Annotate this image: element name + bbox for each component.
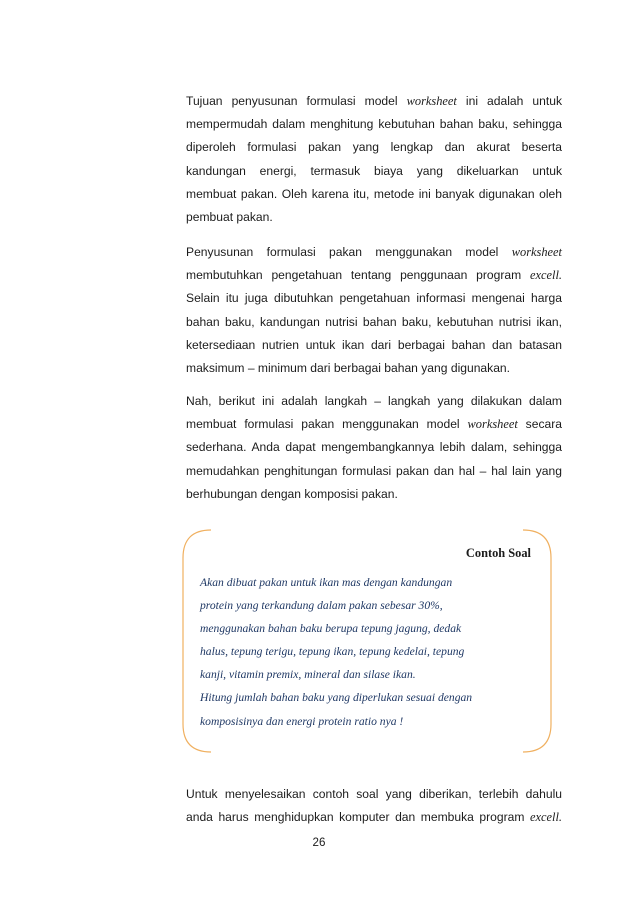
paragraph-1 [186, 90, 562, 229]
paragraph-line: pembuat pakan. [186, 210, 273, 225]
paragraph-2 [186, 241, 562, 380]
example-line: Hitung jumlah bahan baku yang diperlukan sesuai dengan [200, 691, 473, 705]
paragraph-line: Tujuan penyusunan formulasi model worksheet ini adalah untuk [186, 94, 562, 108]
paragraph-line: Nah, berikut ini adalah langkah – langkah yang dilakukan dalam [186, 394, 562, 408]
example-line: protein yang terkandung dalam pakan sebesar 30%, [200, 599, 443, 613]
paragraph-line: maksimum – minimum dari berbagai bahan yang digunakan. [186, 361, 511, 376]
example-title: Contoh Soal [465, 546, 531, 560]
paragraph-4 [186, 783, 562, 829]
example-problem-box [181, 528, 553, 754]
paragraph-line: Selain itu juga dibutuhkan pengetahuan informasi mengenai harga [186, 291, 562, 306]
example-line: Akan dibuat pakan untuk ikan mas dengan kandungan [200, 576, 453, 589]
paragraph-line: diperoleh formulasi pakan yang lengkap dan akurat beserta [186, 140, 562, 155]
paragraph-line: bahan baku, kandungan nutrisi bahan baku, kebutuhan nutrisi ikan, [186, 314, 562, 329]
example-text [200, 571, 530, 733]
example-line: menggunakan bahan baku berupa tepung jagung, dedak [200, 622, 462, 636]
paragraph-line: membutuhkan pengetahuan tentang penggunaan program excell. [186, 268, 562, 283]
example-line: komposisinya dan energi protein ratio nya ! [200, 714, 404, 728]
paragraph-line: ketersediaan nutrien untuk ikan dari berbagai bahan dan batasan [186, 337, 562, 352]
paragraph-line: Untuk menyelesaikan contoh soal yang diberikan, terlebih dahulu [186, 787, 562, 801]
page-number: 26 [312, 836, 326, 849]
example-line: halus, tepung terigu, tepung ikan, tepung kedelai, tepung [200, 645, 465, 659]
paragraph-line: berhubungan dengan komposisi pakan. [186, 486, 398, 501]
paragraph-line: memudahkan penghitungan formulasi pakan dan hal – hal lain yang [186, 463, 562, 478]
paragraph-line: mempermudah dalam menghitung kebutuhan bahan baku, sehingga [186, 117, 562, 132]
paragraph-line: membuat pakan. Oleh karena itu, metode ini banyak digunakan oleh [186, 186, 562, 201]
paragraph-line: anda harus menghidupkan komputer dan membuka program excell. [186, 810, 562, 825]
paragraph-line: kandungan energi, termasuk biaya yang dikeluarkan untuk [186, 163, 562, 178]
paragraph-line: Penyusunan formulasi pakan menggunakan model worksheet [186, 245, 562, 259]
paragraph-3 [186, 390, 562, 506]
paragraph-line: sederhana. Anda dapat mengembangkannya lebih dalam, sehingga [186, 440, 562, 455]
paragraph-line: membuat formulasi pakan menggunakan model worksheet secara [186, 417, 562, 432]
example-line: kanji, vitamin premix, mineral dan silase ikan. [200, 668, 416, 682]
